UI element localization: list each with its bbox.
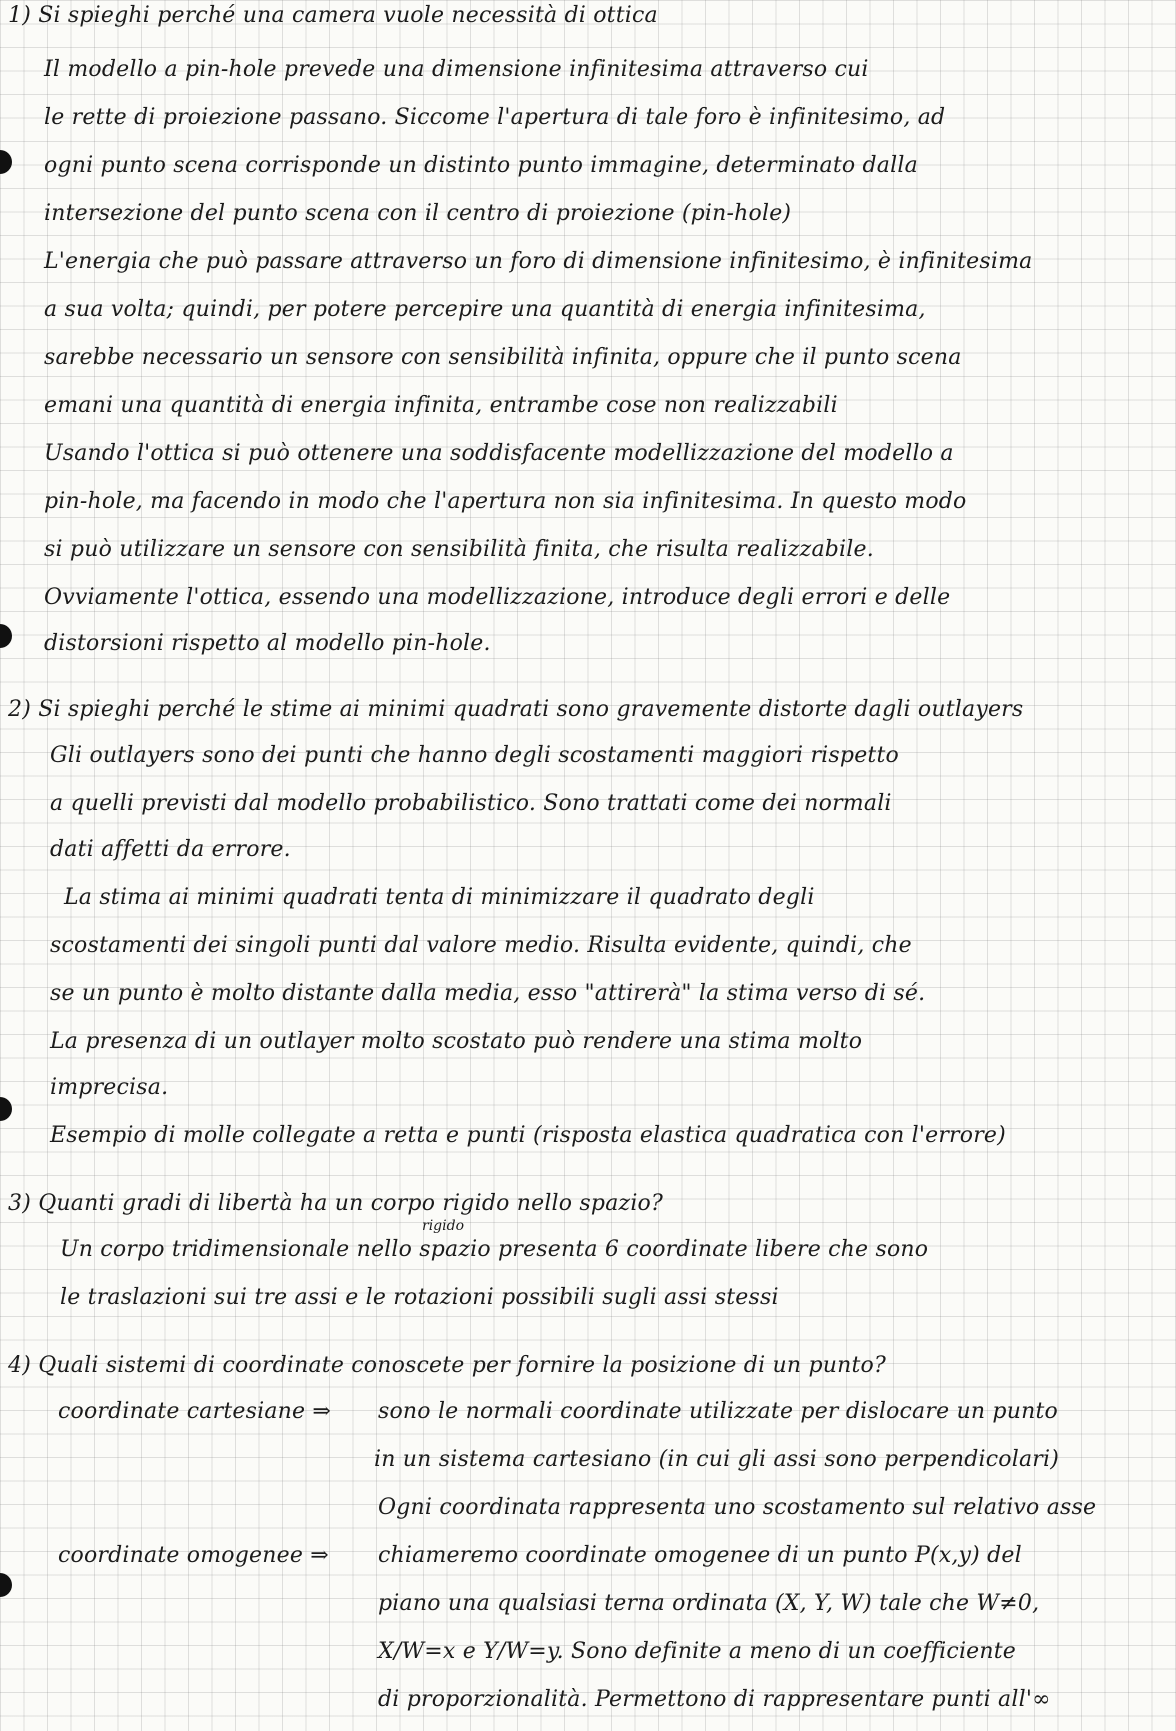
- answer-line: le rette di proiezione passano. Siccome l'apertura di tale foro è infinitesimo, ad: [44, 105, 946, 130]
- question-text: Si spieghi perché le stime ai minimi quadrati sono gravemente distorte dagli outlayers: [38, 697, 1024, 722]
- question-text: Quali sistemi di coordinate conoscete per fornire la posizione di un punto?: [38, 1353, 886, 1378]
- binder-hole: [0, 1097, 12, 1121]
- answer-line: scostamenti dei singoli punti dal valore medio. Risulta evidente, quindi, che: [50, 933, 912, 958]
- answer-line: si può utilizzare un sensore con sensibilità finita, che risulta realizzabile.: [44, 537, 874, 562]
- answer-line: ogni punto scena corrisponde un distinto punto immagine, determinato dalla: [44, 153, 918, 178]
- answer-line: Esempio di molle collegate a retta e punti (risposta elastica quadratica con l'errore): [50, 1123, 1006, 1148]
- answer-line: le traslazioni sui tre assi e le rotazioni possibili sugli assi stessi: [60, 1285, 779, 1310]
- answer-line: emani una quantità di energia infinita, entrambe cose non realizzabili: [44, 393, 838, 418]
- definition-line: piano una qualsiasi terna ordinata (X, Y, W) tale che W≠0,: [378, 1591, 1040, 1616]
- definition-line: X/W=x e Y/W=y. Sono definite a meno di un coefficiente: [378, 1639, 1017, 1664]
- binder-hole: [0, 1573, 12, 1597]
- definition-line: di proporzionalità. Permettono di rappresentare punti all'∞: [378, 1687, 1051, 1712]
- question-2: [8, 696, 1023, 724]
- handwritten-insertion: rigido: [422, 1218, 464, 1234]
- answer-line: a quelli previsti dal modello probabilistico. Sono trattati come dei normali: [50, 791, 892, 816]
- answer-line: imprecisa.: [50, 1075, 169, 1100]
- question-text: Quanti gradi di libertà ha un corpo rigido nello spazio?: [38, 1191, 663, 1216]
- binder-hole: [0, 624, 12, 648]
- definition-line: sono le normali coordinate utilizzate per dislocare un punto: [378, 1399, 1058, 1424]
- answer-line: La stima ai minimi quadrati tenta di minimizzare il quadrato degli: [64, 885, 815, 910]
- answer-line: a sua volta; quindi, per potere percepire una quantità di energia infinitesima,: [44, 297, 926, 322]
- answer-line: La presenza di un outlayer molto scostato può rendere una stima molto: [50, 1029, 863, 1054]
- answer-line: L'energia che può passare attraverso un foro di dimensione infinitesimo, è infinitesima: [44, 249, 1033, 274]
- answer-line: Gli outlayers sono dei punti che hanno degli scostamenti maggiori rispetto: [50, 743, 899, 768]
- answer-line: Ovviamente l'ottica, essendo una modellizzazione, introduce degli errori e delle: [44, 585, 951, 610]
- answer-line: Un corpo tridimensionale nello spazio presenta 6 coordinate libere che sono: [60, 1237, 929, 1262]
- question-number: 2): [8, 697, 31, 722]
- question-4: [8, 1352, 886, 1380]
- question-number: 4): [8, 1353, 31, 1378]
- coordinate-term: coordinate omogenee ⇒: [58, 1543, 329, 1568]
- definition-line: chiameremo coordinate omogenee di un punto P(x,y) del: [378, 1543, 1022, 1568]
- answer-line: dati affetti da errore.: [50, 837, 291, 862]
- question-number: 3): [8, 1191, 31, 1216]
- question-1: [8, 2, 658, 30]
- definition-line: Ogni coordinata rappresenta uno scostamento sul relativo asse: [378, 1495, 1097, 1520]
- answer-line: intersezione del punto scena con il centro di proiezione (pin-hole): [44, 201, 792, 226]
- answer-line: distorsioni rispetto al modello pin-hole.: [44, 631, 491, 656]
- answer-line: Usando l'ottica si può ottenere una soddisfacente modellizzazione del modello a: [44, 441, 954, 466]
- definition-line: in un sistema cartesiano (in cui gli assi sono perpendicolari): [374, 1447, 1060, 1472]
- answer-line: sarebbe necessario un sensore con sensibilità infinita, oppure che il punto scena: [44, 345, 962, 370]
- binder-hole: [0, 150, 12, 174]
- answer-line: se un punto è molto distante dalla media, esso "attirerà" la stima verso di sé.: [50, 981, 926, 1006]
- question-number: 1): [8, 3, 31, 28]
- question-text: Si spieghi perché una camera vuole necessità di ottica: [38, 3, 658, 28]
- question-3: [8, 1190, 663, 1218]
- answer-line: Il modello a pin-hole prevede una dimensione infinitesima attraverso cui: [44, 57, 869, 82]
- coordinate-term: coordinate cartesiane ⇒: [58, 1399, 332, 1424]
- answer-line: pin-hole, ma facendo in modo che l'apertura non sia infinitesima. In questo modo: [44, 489, 967, 514]
